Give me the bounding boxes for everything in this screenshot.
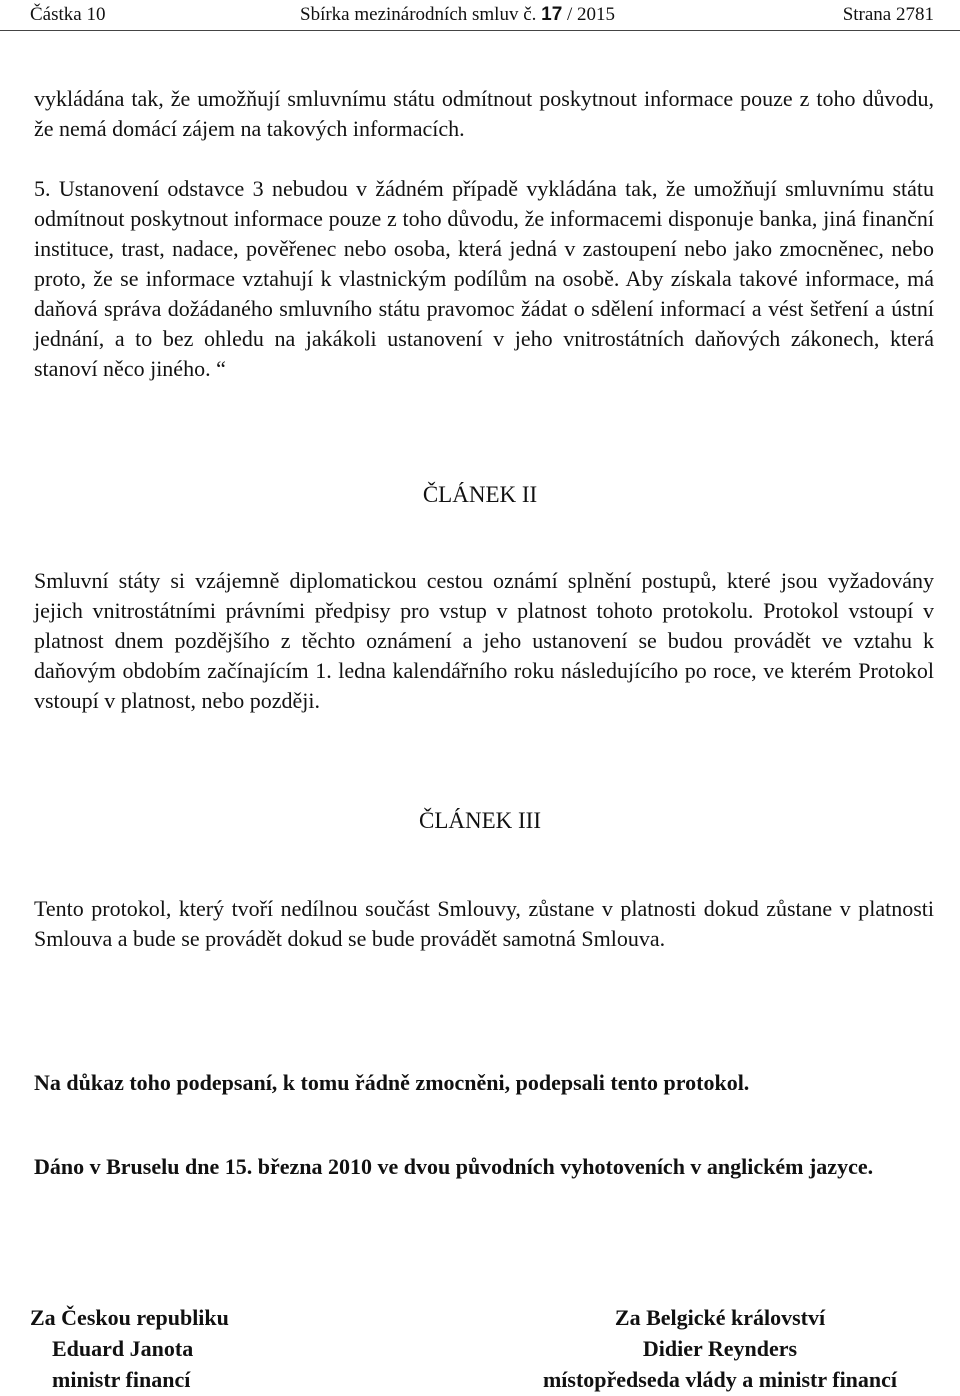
signatory-title: místopředseda vlády a ministr financí <box>542 1367 898 1392</box>
signatory-name: Didier Reynders <box>642 1336 798 1361</box>
header-issue-year: / 2015 <box>567 4 616 25</box>
done-at-clause: Dáno v Bruselu dne 15. března 2010 ve dvou původních vyhotoveních v anglickém jazyce. <box>34 1154 874 1179</box>
article-3-heading: ČLÁNEK III <box>419 808 541 833</box>
page-header <box>30 2 934 28</box>
signature-country: Za Českou republiku <box>30 1305 229 1330</box>
article-2-heading: ČLÁNEK II <box>422 482 538 507</box>
clause-5-paragraph: 5. Ustanovení odstavce 3 nebudou v žádném případě vykládána tak, že umožňují smluvnímu státu odmítnout poskytnout informace pouze z toho důvodu, že informacemi disponuje banka, jiná finanční instituce, trast, nadace, pověřenec nebo osoba, která jedná v zastoupení nebo jako zmocněnec, nebo proto, že se informace vztahují k vlastnickým podílům na osobě. Aby získala takové informace, má daňová správa dožádaného smluvního státu pravomoc žádat o sdělení informací a vést šetření a ústní jednání, a to bez ohledu na jakákoli ustanovení v jeho vnitrostátních daňových zákonech, která stanoví něco jiného. “ <box>34 176 934 381</box>
header-collection-prefix: Sbírka mezinárodních smluv č. <box>300 4 537 25</box>
header-divider <box>0 30 960 31</box>
signature-block-czech <box>22 1302 462 1395</box>
header-issue-number: 17 <box>541 4 563 25</box>
continuation-paragraph: vykládána tak, že umožňují smluvnímu státu odmítnout poskytnout informace pouze z toho důvodu, že nemá domácí zájem na takových informacích. <box>34 86 934 141</box>
header-collection <box>300 2 615 28</box>
signatory-title: ministr financí <box>52 1367 191 1392</box>
witness-clause: Na důkaz toho podepsaní, k tomu řádně zmocněni, podepsali tento protokol. <box>34 1070 750 1095</box>
signature-block-belgium <box>500 1302 940 1395</box>
signature-country: Za Belgické království <box>614 1305 826 1330</box>
article-3-paragraph: Tento protokol, který tvoří nedílnou součást Smlouvy, zůstane v platnosti dokud zůstane v platnosti Smlouva a bude se provádět dokud se bude provádět samotná Smlouva. <box>34 896 934 951</box>
article-2-paragraph: Smluvní státy si vzájemně diplomatickou cestou oznámí splnění postupů, které jsou vyžadovány jejich vnitrostátními právními předpisy pro vstup v platnost tohoto protokolu. Protokol vstoupí v platnost dnem pozdějšího z těchto oznámení a jeho ustanovení se budou provádět ve vztahu k daňovým obdobím začínajícím 1. ledna kalendářního roku následujícího po roce, ve kterém Protokol vstoupí v platnost, nebo později. <box>34 568 934 713</box>
signatory-name: Eduard Janota <box>52 1336 194 1361</box>
header-part: Částka 10 <box>30 4 106 25</box>
header-page-number: Strana 2781 <box>842 4 934 25</box>
